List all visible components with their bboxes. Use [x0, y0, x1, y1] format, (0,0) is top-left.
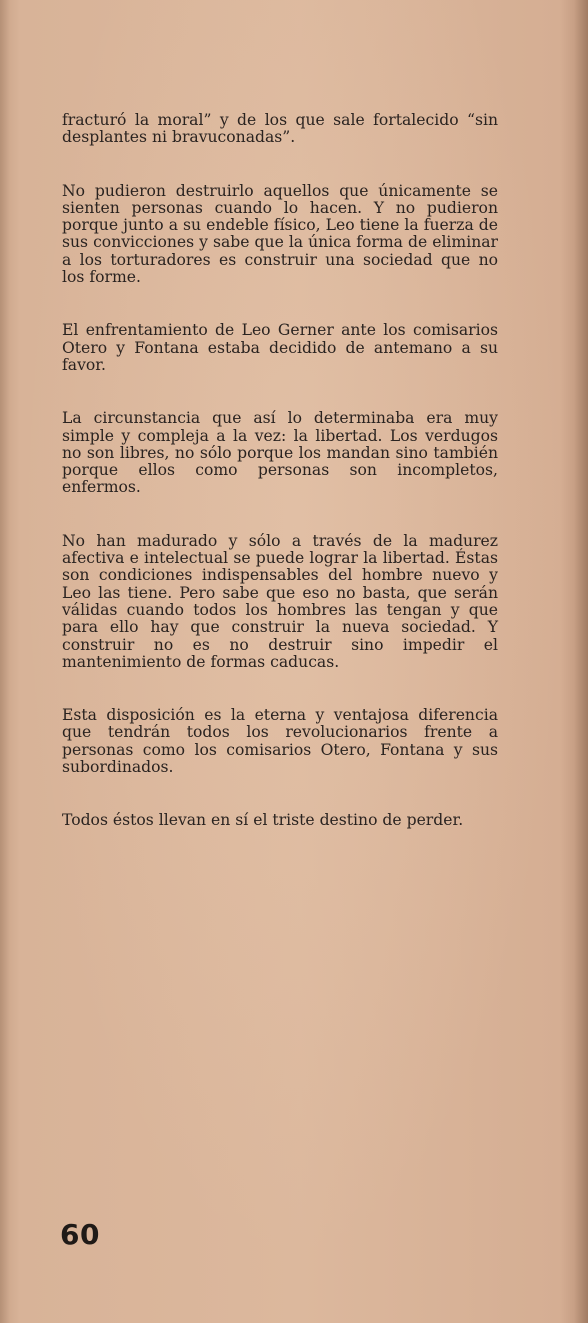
- page-right-shadow: [574, 0, 588, 1323]
- paragraph-4: La circunstancia que así lo determinaba era muy simple y compleja a la vez: la libertad. Los verdugos no son libres, no sólo porque los mandan sino también porque ellos como personas son incompletos, enfermos.: [62, 409, 498, 497]
- page-number: 60: [60, 1218, 100, 1251]
- paragraph-7: Todos éstos llevan en sí el triste destino de perder.: [62, 811, 464, 830]
- page-left-shadow: [0, 0, 10, 1323]
- paragraph-5: No han madurado y sólo a través de la madurez afectiva e intelectual se puede lograr la libertad. Éstas son condiciones indispensables del hombre nuevo y Leo las tiene. Pero sabe que eso no basta, que serán válidas cuando todos los hombres las tengan y que para ello hay que construir la nueva sociedad. Y construir no es no destruir sino impedir el mantenimiento de formas caducas.: [62, 531, 498, 671]
- paragraph-3: El enfrentamiento de Leo Gerner ante los comisarios Otero y Fontana estaba decidido de antemano a su favor.: [62, 321, 498, 374]
- paragraph-1: fracturó la moral” y de los que sale fortalecido “sin desplantes ni bravuconadas”.: [62, 111, 498, 147]
- body-text: [62, 112, 498, 866]
- paragraph-6: Esta disposición es la eterna y ventajosa diferencia que tendrán todos los revolucionarios frente a personas como los comisarios Otero, Fontana y sus subordinados.: [62, 706, 498, 777]
- paragraph-2: No pudieron destruirlo aquellos que únicamente se sienten personas cuando lo hacen. Y no pudieron porque junto a su endeble físico, Leo tiene la fuerza de sus convicciones y sabe que la única forma de eliminar a los torturadores es construir una sociedad que no los forme.: [62, 181, 498, 287]
